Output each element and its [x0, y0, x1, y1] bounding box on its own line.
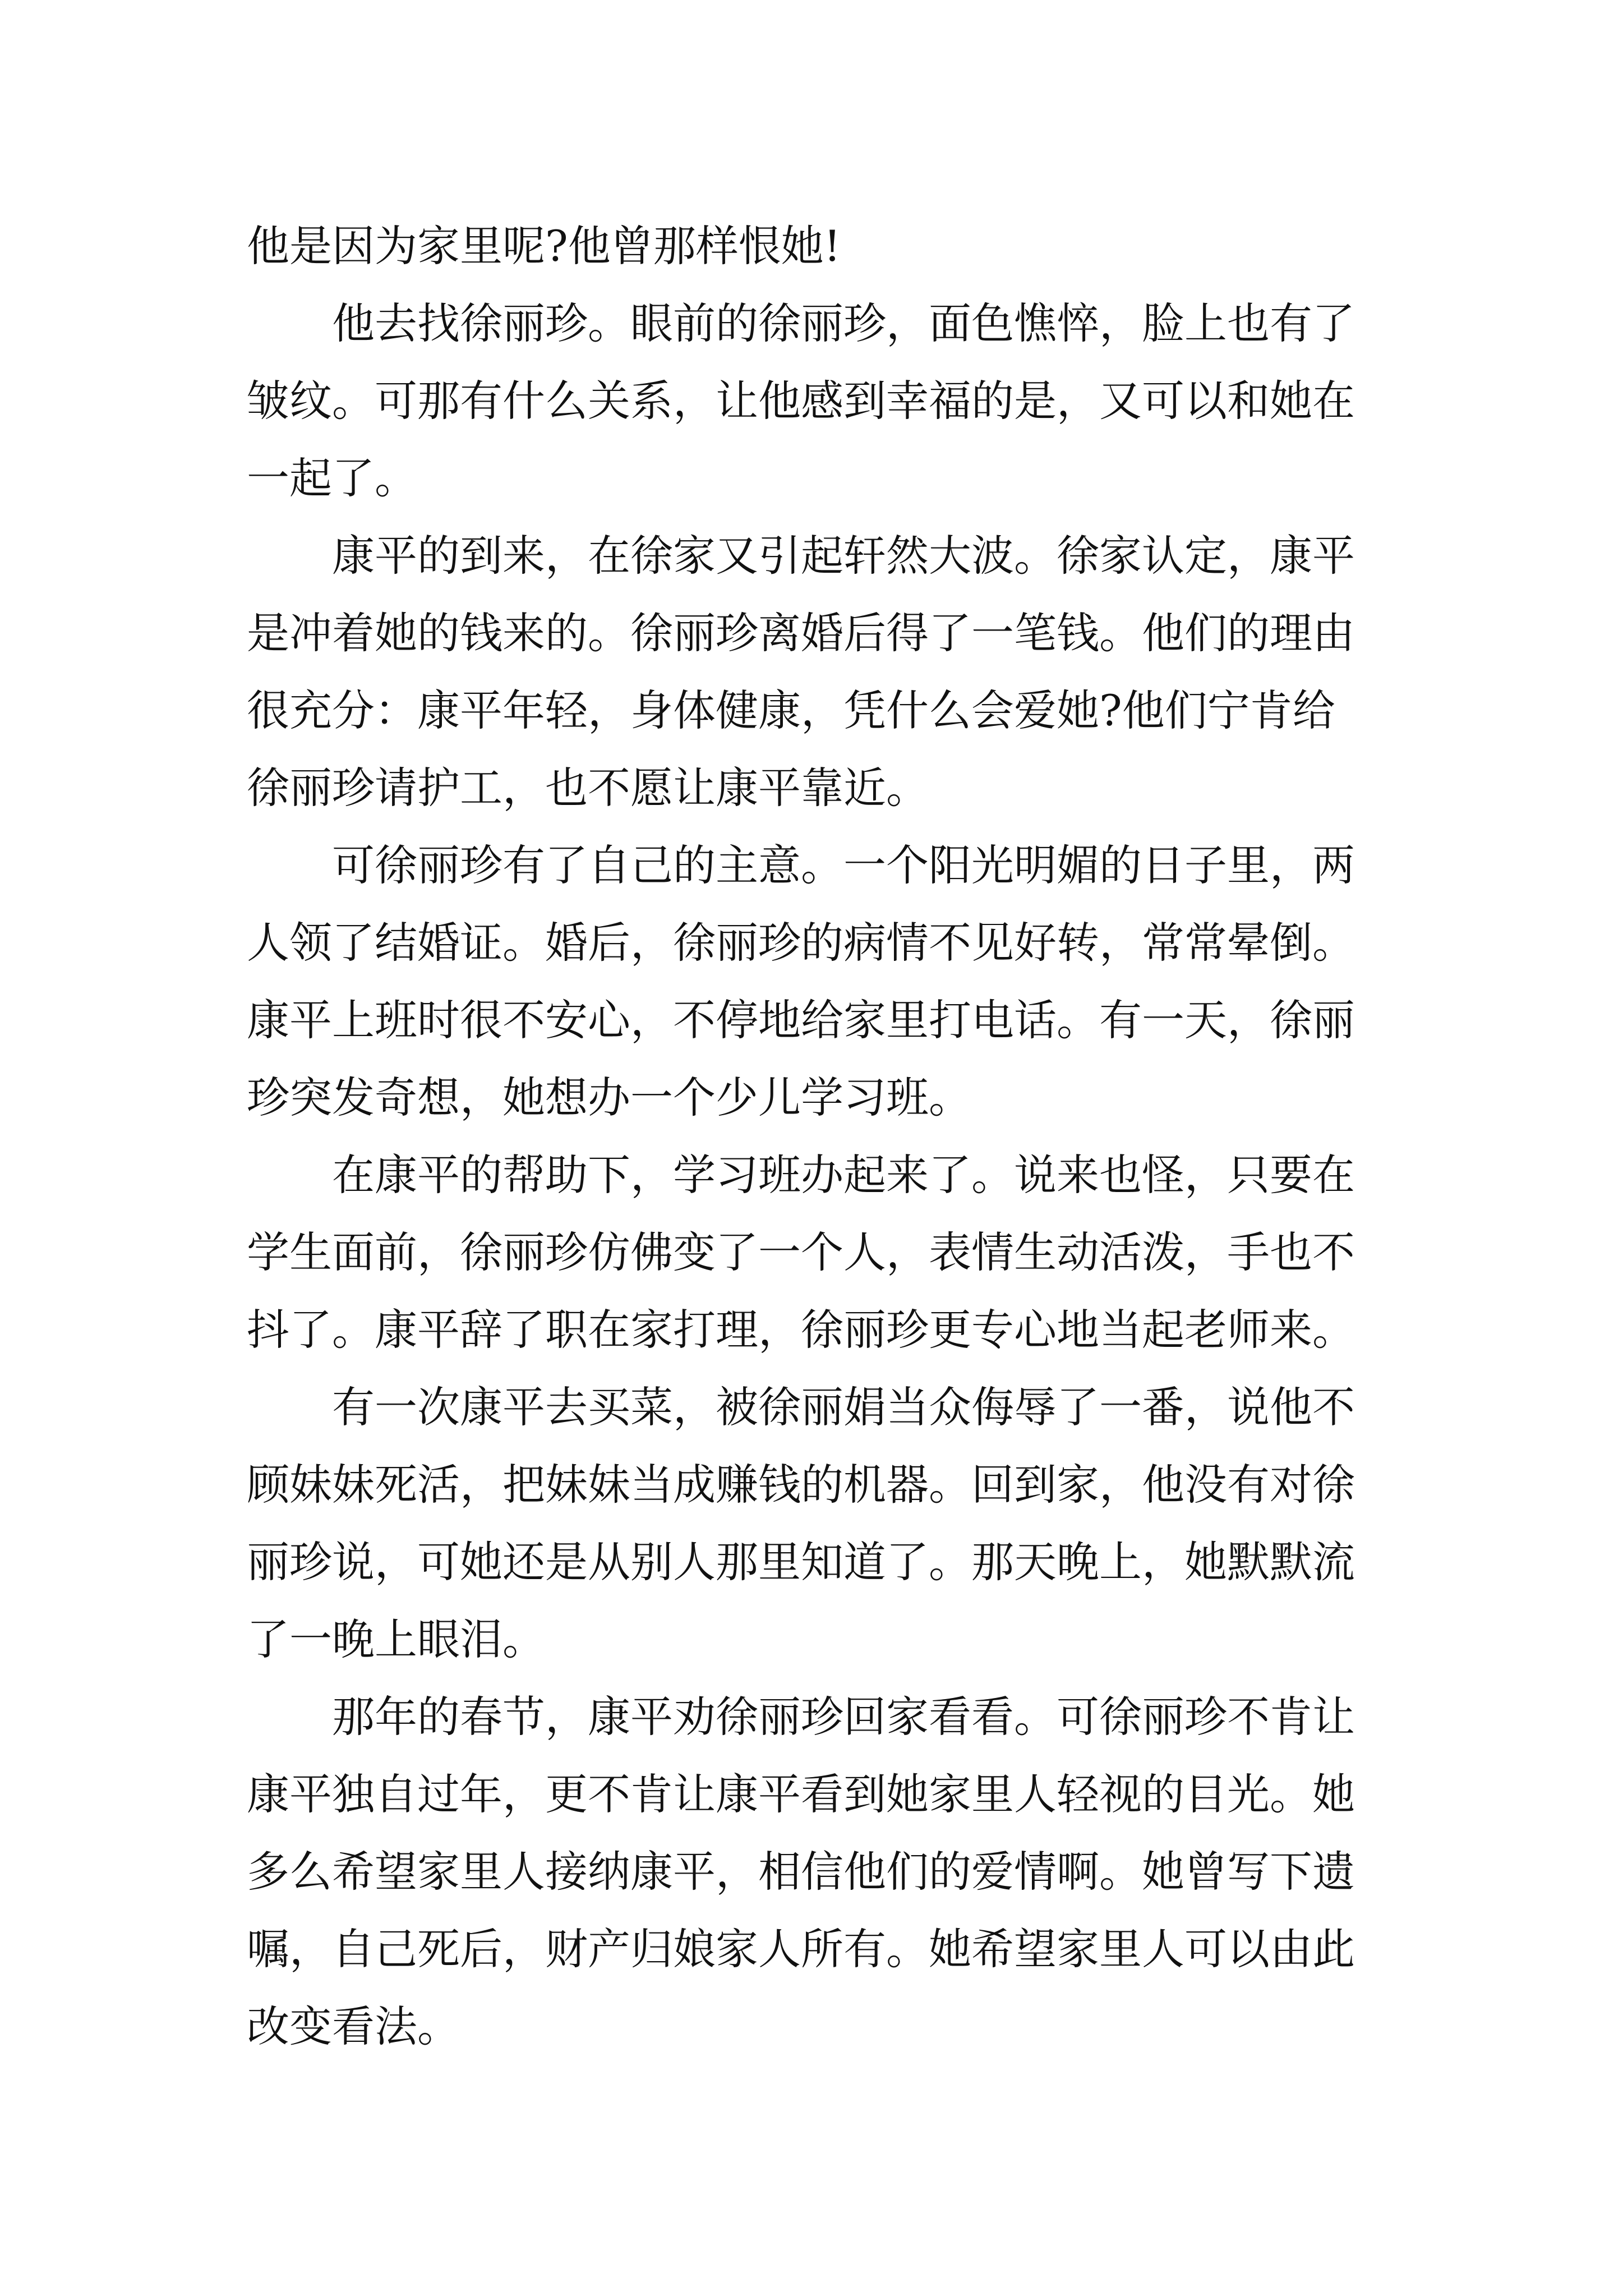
text-line: 顾妹妹死活，把妹妹当成赚钱的机器。回到家，他没有对徐 — [247, 1460, 1355, 1510]
text-line: 是冲着她的钱来的。徐丽珍离婚后得了一笔钱。他们的理由 — [247, 608, 1355, 658]
text-line: 皱纹。可那有什么关系，让他感到幸福的是，又可以和她在 — [247, 376, 1355, 426]
paragraph-1 — [247, 208, 1453, 285]
paragraph-2 — [247, 285, 1453, 517]
text-line: 可徐丽珍有了自己的主意。一个阳光明媚的日子里，两 — [247, 840, 1355, 890]
text-line: 有一次康平去买菜，被徐丽娟当众侮辱了一番，说他不 — [247, 1382, 1355, 1432]
body-text — [247, 208, 1453, 2065]
text-line: 他去找徐丽珍。眼前的徐丽珍，面色憔悴，脸上也有了 — [247, 298, 1355, 348]
text-line: 嘱，自己死后，财产归娘家人所有。她希望家里人可以由此 — [247, 1924, 1355, 1974]
paragraph-4 — [247, 827, 1453, 1137]
text-line: 康平的到来，在徐家又引起轩然大波。徐家认定，康平 — [247, 531, 1355, 581]
text-line: 他是因为家里呢?他曾那样恨她! — [247, 221, 841, 271]
paragraph-5 — [247, 1137, 1453, 1369]
text-line: 康平上班时很不安心，不停地给家里打电话。有一天，徐丽 — [247, 995, 1355, 1045]
text-line: 康平独自过年，更不肯让康平看到她家里人轻视的目光。她 — [247, 1769, 1355, 1819]
paragraph-6 — [247, 1369, 1453, 1678]
paragraph-7 — [247, 1678, 1453, 2065]
text-line: 徐丽珍请护工，也不愿让康平靠近。 — [247, 763, 929, 813]
text-line: 改变看法。 — [247, 2001, 460, 2051]
text-line: 了一晚上眼泪。 — [247, 1614, 545, 1664]
text-line: 在康平的帮助下，学习班办起来了。说来也怪，只要在 — [247, 1150, 1355, 1200]
text-line: 人领了结婚证。婚后，徐丽珍的病情不见好转，常常晕倒。 — [247, 918, 1355, 968]
text-line: 那年的春节，康平劝徐丽珍回家看看。可徐丽珍不肯让 — [247, 1692, 1355, 1742]
text-line: 丽珍说，可她还是从别人那里知道了。那天晚上，她默默流 — [247, 1537, 1355, 1587]
text-line: 多么希望家里人接纳康平，相信他们的爱情啊。她曾写下遗 — [247, 1847, 1355, 1897]
text-line: 抖了。康平辞了职在家打理，徐丽珍更专心地当起老师来。 — [247, 1305, 1355, 1355]
text-line: 珍突发奇想，她想办一个少儿学习班。 — [247, 1073, 971, 1122]
paragraph-3 — [247, 517, 1453, 827]
text-line: 很充分：康平年轻，身体健康，凭什么会爱她?他们宁肯给 — [247, 685, 1335, 735]
text-line: 学生面前，徐丽珍仿佛变了一个人，表情生动活泼，手也不 — [247, 1227, 1355, 1277]
text-line: 一起了。 — [247, 453, 417, 503]
